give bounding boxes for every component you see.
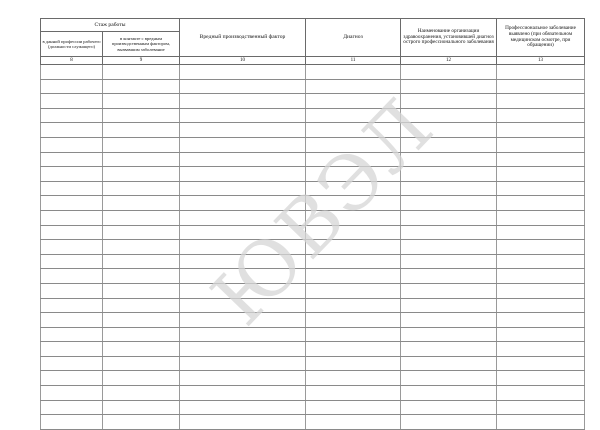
table-cell[interactable] — [103, 371, 180, 386]
table-cell[interactable] — [180, 371, 306, 386]
table-cell[interactable] — [180, 225, 306, 240]
table-cell[interactable] — [103, 269, 180, 284]
table-row — [41, 283, 585, 298]
table-cell[interactable] — [180, 254, 306, 269]
table-cell[interactable] — [41, 240, 103, 255]
table-cell[interactable] — [497, 79, 585, 94]
table-row — [41, 356, 585, 371]
header-harmful-factor: Вредный производственный фактор — [180, 19, 306, 57]
table-cell[interactable] — [103, 108, 180, 123]
table-cell[interactable] — [103, 152, 180, 167]
table-cell[interactable] — [306, 356, 401, 371]
table-cell[interactable] — [497, 371, 585, 386]
table-cell[interactable] — [306, 167, 401, 182]
header-experience-in-profession: в данной профессии рабочего (должности служащего) — [41, 32, 103, 57]
table-row — [41, 108, 585, 123]
table-cell[interactable] — [180, 137, 306, 152]
table-cell[interactable] — [306, 79, 401, 94]
table-cell[interactable] — [41, 254, 103, 269]
table-cell[interactable] — [103, 254, 180, 269]
table-cell[interactable] — [306, 65, 401, 80]
table-cell[interactable] — [103, 400, 180, 415]
column-number: 8 — [41, 57, 103, 65]
table-cell[interactable] — [497, 181, 585, 196]
table-cell[interactable] — [497, 123, 585, 138]
table-cell[interactable] — [497, 386, 585, 401]
table-cell[interactable] — [103, 225, 180, 240]
table-cell[interactable] — [401, 181, 497, 196]
table-row — [41, 254, 585, 269]
table-cell[interactable] — [497, 254, 585, 269]
table-cell[interactable] — [103, 167, 180, 182]
header-experience-in-contact: в контакте с вредным производственным фактором, вызвавшим заболевание — [103, 32, 180, 57]
table-cell[interactable] — [180, 298, 306, 313]
table-row — [41, 65, 585, 80]
table-cell[interactable] — [401, 386, 497, 401]
table-cell[interactable] — [103, 415, 180, 430]
table-cell[interactable] — [497, 167, 585, 182]
table-cell[interactable] — [306, 123, 401, 138]
table-cell[interactable] — [497, 342, 585, 357]
table-cell[interactable] — [306, 196, 401, 211]
table-cell[interactable] — [306, 210, 401, 225]
table-cell[interactable] — [497, 356, 585, 371]
table-cell[interactable] — [401, 225, 497, 240]
table-row — [41, 181, 585, 196]
table-cell[interactable] — [103, 181, 180, 196]
table-cell[interactable] — [497, 240, 585, 255]
table-cell[interactable] — [41, 342, 103, 357]
table-cell[interactable] — [41, 181, 103, 196]
column-number: 9 — [103, 57, 180, 65]
table-cell[interactable] — [497, 152, 585, 167]
table-cell[interactable] — [401, 196, 497, 211]
table-cell[interactable] — [497, 137, 585, 152]
table-cell[interactable] — [180, 327, 306, 342]
table-cell[interactable] — [180, 386, 306, 401]
table-cell[interactable] — [41, 94, 103, 109]
table-row — [41, 225, 585, 240]
table-cell[interactable] — [306, 94, 401, 109]
table-cell[interactable] — [180, 79, 306, 94]
table-row — [41, 152, 585, 167]
table-cell[interactable] — [401, 313, 497, 328]
table-cell[interactable] — [180, 342, 306, 357]
header-diagnosis: Диагноз — [306, 19, 401, 57]
column-number: 12 — [401, 57, 497, 65]
table-cell[interactable] — [41, 386, 103, 401]
table-row — [41, 167, 585, 182]
table-cell[interactable] — [306, 415, 401, 430]
table-cell[interactable] — [497, 196, 585, 211]
table-cell[interactable] — [306, 386, 401, 401]
table-cell[interactable] — [180, 356, 306, 371]
table-cell[interactable] — [306, 225, 401, 240]
table-cell[interactable] — [401, 210, 497, 225]
table-cell[interactable] — [180, 415, 306, 430]
table-cell[interactable] — [41, 283, 103, 298]
table-row — [41, 196, 585, 211]
table-cell[interactable] — [497, 313, 585, 328]
table-body — [41, 65, 585, 430]
table-cell[interactable] — [306, 137, 401, 152]
table-row — [41, 313, 585, 328]
table-row — [41, 327, 585, 342]
table-cell[interactable] — [401, 167, 497, 182]
table-cell[interactable] — [401, 327, 497, 342]
table-cell[interactable] — [497, 65, 585, 80]
table-cell[interactable] — [103, 123, 180, 138]
table-cell[interactable] — [103, 342, 180, 357]
table-cell[interactable] — [401, 65, 497, 80]
table-cell[interactable] — [497, 400, 585, 415]
table-cell[interactable] — [497, 108, 585, 123]
form-sheet — [40, 18, 584, 430]
table-cell[interactable] — [41, 225, 103, 240]
table-cell[interactable] — [401, 400, 497, 415]
table-cell[interactable] — [401, 415, 497, 430]
table-cell[interactable] — [103, 137, 180, 152]
table-cell[interactable] — [180, 269, 306, 284]
table-row — [41, 79, 585, 94]
table-cell[interactable] — [401, 269, 497, 284]
table-cell[interactable] — [401, 371, 497, 386]
table-cell[interactable] — [497, 94, 585, 109]
table-cell[interactable] — [306, 327, 401, 342]
table-cell[interactable] — [103, 356, 180, 371]
table-cell[interactable] — [497, 210, 585, 225]
table-cell[interactable] — [103, 327, 180, 342]
table-cell[interactable] — [306, 283, 401, 298]
table-cell[interactable] — [41, 415, 103, 430]
table-cell[interactable] — [41, 167, 103, 182]
table-cell[interactable] — [497, 269, 585, 284]
table-cell[interactable] — [180, 283, 306, 298]
table-cell[interactable] — [180, 196, 306, 211]
table-cell[interactable] — [180, 313, 306, 328]
table-cell[interactable] — [103, 313, 180, 328]
table-cell[interactable] — [103, 94, 180, 109]
table-cell[interactable] — [306, 371, 401, 386]
table-cell[interactable] — [306, 108, 401, 123]
table-cell[interactable] — [306, 152, 401, 167]
column-number: 11 — [306, 57, 401, 65]
table-cell[interactable] — [401, 342, 497, 357]
table-cell[interactable] — [41, 210, 103, 225]
table-cell[interactable] — [41, 327, 103, 342]
table-cell[interactable] — [103, 240, 180, 255]
table-cell[interactable] — [401, 240, 497, 255]
table-cell[interactable] — [306, 298, 401, 313]
table-row — [41, 415, 585, 430]
table-cell[interactable] — [180, 65, 306, 80]
table-cell[interactable] — [401, 298, 497, 313]
table-cell[interactable] — [180, 210, 306, 225]
table-cell[interactable] — [306, 254, 401, 269]
table-cell[interactable] — [497, 415, 585, 430]
table-cell[interactable] — [103, 65, 180, 80]
table-cell[interactable] — [41, 152, 103, 167]
table-cell[interactable] — [41, 123, 103, 138]
table-cell[interactable] — [103, 283, 180, 298]
table-row — [41, 342, 585, 357]
table-cell[interactable] — [103, 196, 180, 211]
table-cell[interactable] — [180, 123, 306, 138]
table-cell[interactable] — [401, 137, 497, 152]
table-cell[interactable] — [401, 283, 497, 298]
table-row — [41, 123, 585, 138]
table-cell[interactable] — [497, 225, 585, 240]
table-cell[interactable] — [306, 342, 401, 357]
table-cell[interactable] — [41, 298, 103, 313]
table-cell[interactable] — [103, 386, 180, 401]
header-health-organization: Наименование организации здравоохранения, установившей диагноз острого профессионального заболевания — [401, 19, 497, 57]
header-work-experience: Стаж работы — [41, 19, 180, 32]
table-cell[interactable] — [41, 137, 103, 152]
column-number: 13 — [497, 57, 585, 65]
table-cell[interactable] — [180, 181, 306, 196]
register-table — [40, 18, 585, 430]
table-cell[interactable] — [401, 356, 497, 371]
watermark: ЮВЭЛ — [194, 81, 451, 342]
table-cell[interactable] — [306, 269, 401, 284]
table-cell[interactable] — [401, 79, 497, 94]
table-cell[interactable] — [41, 269, 103, 284]
table-cell[interactable] — [306, 313, 401, 328]
table-row — [41, 269, 585, 284]
table-row — [41, 240, 585, 255]
table-row — [41, 400, 585, 415]
table-cell[interactable] — [306, 400, 401, 415]
table-cell[interactable] — [306, 240, 401, 255]
table-cell[interactable] — [41, 400, 103, 415]
table-cell[interactable] — [103, 298, 180, 313]
column-number: 10 — [180, 57, 306, 65]
header-disease-detected: Профессиональное заболевание выявлено (при обязательном медицинском осмотре, при обращении) — [497, 19, 585, 57]
table-cell[interactable] — [180, 400, 306, 415]
table-row — [41, 298, 585, 313]
table-cell[interactable] — [103, 210, 180, 225]
table-cell[interactable] — [180, 240, 306, 255]
table-cell[interactable] — [306, 181, 401, 196]
table-row — [41, 386, 585, 401]
table-cell[interactable] — [41, 65, 103, 80]
table-row — [41, 137, 585, 152]
table-cell[interactable] — [180, 108, 306, 123]
table-cell[interactable] — [497, 283, 585, 298]
table-cell[interactable] — [103, 79, 180, 94]
table-cell[interactable] — [401, 94, 497, 109]
table-cell[interactable] — [180, 167, 306, 182]
table-row — [41, 94, 585, 109]
table-cell[interactable] — [401, 254, 497, 269]
table-cell[interactable] — [41, 79, 103, 94]
table-cell[interactable] — [41, 108, 103, 123]
table-row — [41, 210, 585, 225]
table-cell[interactable] — [41, 313, 103, 328]
table-cell[interactable] — [41, 196, 103, 211]
table-cell[interactable] — [401, 152, 497, 167]
table-cell[interactable] — [180, 94, 306, 109]
table-cell[interactable] — [180, 152, 306, 167]
table-cell[interactable] — [41, 356, 103, 371]
table-cell[interactable] — [497, 298, 585, 313]
table-row — [41, 371, 585, 386]
table-cell[interactable] — [401, 123, 497, 138]
table-cell[interactable] — [401, 108, 497, 123]
table-cell[interactable] — [497, 327, 585, 342]
table-cell[interactable] — [41, 371, 103, 386]
